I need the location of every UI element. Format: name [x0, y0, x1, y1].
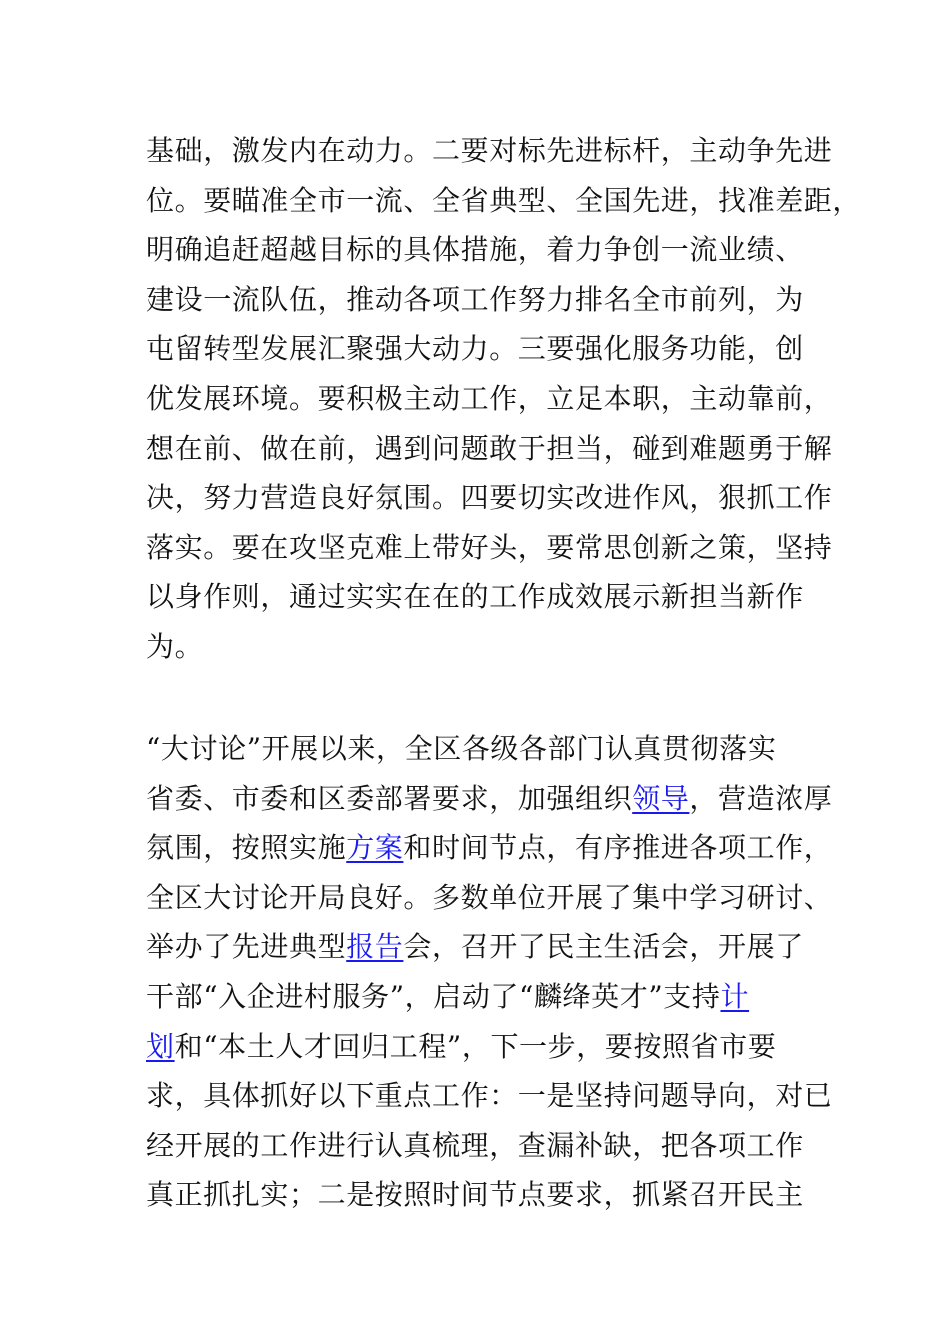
text-line: 优发展环境。要积极主动工作，立足本职，主动靠前，: [146, 381, 833, 415]
text-line: 屯留转型发展汇聚强大动力。三要强化服务功能，创: [146, 332, 804, 366]
text-segment: 和“本土人才回归工程”，下一步，要按照省市要: [174, 1029, 777, 1063]
text-line: “大讨论”开展以来，全区各级各部门认真贯彻落实: [146, 732, 777, 765]
text-line: 建设一流队伍，推动各项工作努力排名全市前列，为: [146, 282, 804, 316]
text-line: [146, 823, 833, 873]
link-plan-part-1[interactable]: 计: [720, 979, 750, 1013]
text-line: 为。: [146, 629, 204, 663]
text-line: 位。要瞄准全市一流、全省典型、全国先进，找准差距，: [146, 183, 862, 217]
text-line: 落实。要在攻坚克难上带好头，要常思创新之策，坚持: [146, 530, 833, 564]
text-line: 明确追赶超越目标的具体措施，着力争创一流业绩、: [146, 233, 804, 267]
paragraph-1: [146, 126, 862, 672]
text-segment: 会，召开了民主生活会，开展了: [403, 930, 804, 964]
text-line: 决，努力营造良好氛围。四要切实改进作风，狠抓工作: [146, 481, 833, 515]
text-segment: ，营造浓厚: [689, 781, 833, 815]
text-segment: 和时间节点，有序推进各项工作，: [403, 831, 833, 865]
text-line: 全区大讨论开局良好。多数单位开展了集中学习研讨、: [146, 880, 833, 914]
text-line: [146, 774, 833, 824]
link-leadership[interactable]: 领导: [632, 781, 690, 815]
text-segment: 举办了先进典型: [146, 930, 347, 964]
text-line: 真正抓扎实；二是按照时间节点要求，抓紧召开民主: [146, 1178, 804, 1212]
text-line: 经开展的工作进行认真梳理，查漏补缺，把各项工作: [146, 1128, 804, 1162]
text-line: [146, 1022, 806, 1072]
text-line: [146, 972, 806, 1022]
text-line: 基础，激发内在动力。二要对标先进标杆，主动争先进: [146, 134, 833, 167]
text-line: 以身作则，通过实实在在的工作成效展示新担当新作: [146, 580, 804, 614]
paragraph-2: [146, 724, 833, 1220]
text-segment: 氛围，按照实施: [146, 831, 347, 865]
link-plan-part-2[interactable]: 划: [146, 1029, 175, 1063]
text-line: [146, 922, 806, 972]
link-report[interactable]: 报告: [346, 930, 404, 964]
text-line: 想在前、做在前，遇到问题敢于担当，碰到难题勇于解: [146, 431, 833, 465]
link-plan-scheme[interactable]: 方案: [346, 831, 404, 865]
text-segment: 省委、市委和区委部署要求，加强组织: [146, 781, 633, 815]
text-segment: 干部“入企进村服务”，启动了“麟绛英才”支持: [146, 979, 721, 1013]
text-line: 求，具体抓好以下重点工作：一是坚持问题导向，对已: [146, 1079, 833, 1113]
